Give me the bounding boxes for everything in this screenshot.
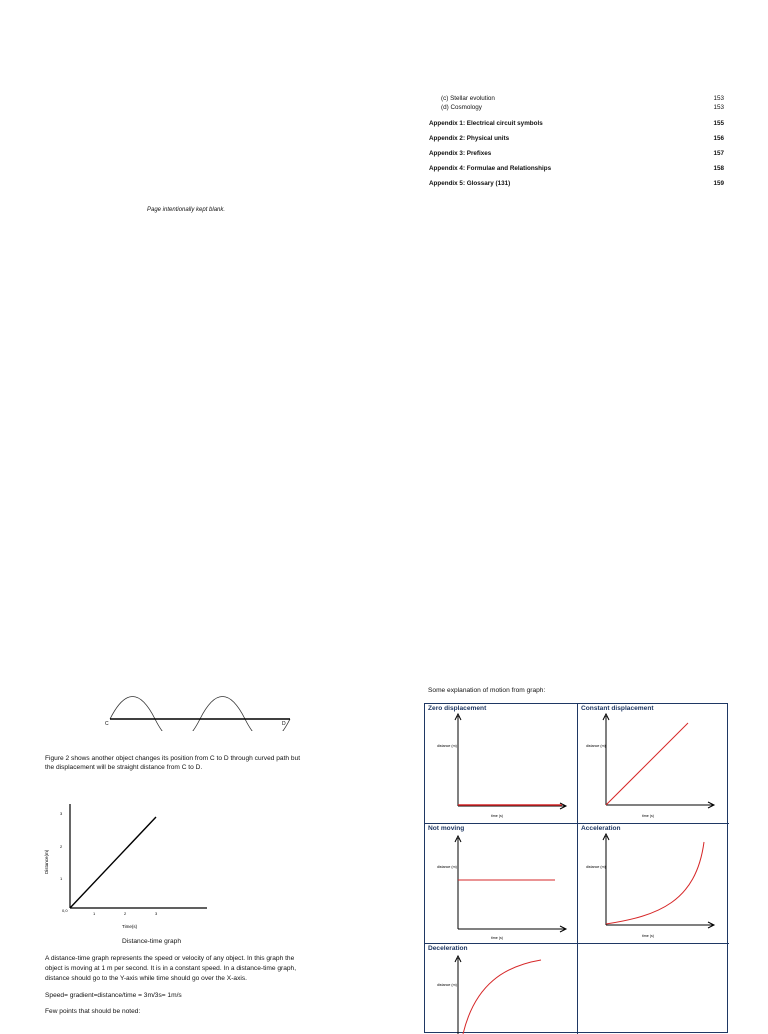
toc-row-label: Appendix 1: Electrical circuit symbols xyxy=(429,120,543,127)
body-text-line-3: distance should go to the Y-axis while time should go over the X-axis. xyxy=(45,975,247,982)
dt-ytick: 1 xyxy=(60,876,63,881)
toc-row xyxy=(429,150,724,158)
wave-label-c: C xyxy=(105,721,109,727)
dt-xtick: 1 xyxy=(93,911,96,916)
panel-xlabel: time (s) xyxy=(491,936,503,940)
body-text-line-2: object is moving at 1 m per second. It is in a constant speed. In a distance-time graph, xyxy=(45,965,297,972)
wave-path-figure xyxy=(95,695,305,731)
panel-constant-displacement xyxy=(578,704,729,824)
toc-row-label: Appendix 3: Prefixes xyxy=(429,150,492,157)
panel-ylabel: distance (m) xyxy=(586,744,606,748)
toc-row xyxy=(429,135,724,143)
dt-xtick: 2 xyxy=(124,911,127,916)
toc-row-label: (d) Cosmology xyxy=(441,104,482,111)
constant-displacement-graph xyxy=(578,704,729,824)
panel-ylabel: distance (m) xyxy=(437,865,457,869)
body-text-line-1: A distance-time graph represents the speed or velocity of any object. In this graph the xyxy=(45,955,295,962)
panel-title: Constant displacement xyxy=(581,705,654,712)
dt-ytick: 2 xyxy=(60,844,63,849)
toc-row-page: 157 xyxy=(713,150,724,157)
curved-path xyxy=(110,697,290,732)
toc-row-page: 155 xyxy=(713,120,724,127)
zero-displacement-graph xyxy=(425,704,578,824)
panel-deceleration xyxy=(425,944,578,1034)
distance-time-line xyxy=(70,817,156,908)
toc-row xyxy=(429,104,724,112)
speed-formula: Speed= gradient=distance/time = 3m/3s= 1m/s xyxy=(45,992,182,999)
deceleration-curve xyxy=(463,960,541,1034)
few-points-note: Few points that should be noted: xyxy=(45,1008,141,1015)
not-moving-graph xyxy=(425,824,578,944)
blank-page-note: Page intentionally kept blank. xyxy=(147,207,226,213)
toc-row xyxy=(429,180,724,188)
toc-row-label: (c) Stellar evolution xyxy=(441,95,495,102)
figure2-text-line-1: Figure 2 shows another object changes its position from C to D through curved path but xyxy=(45,755,301,762)
panel-empty xyxy=(578,944,729,1034)
panel-ylabel: distance (m) xyxy=(437,983,457,987)
dt-xtick: 3 xyxy=(155,911,158,916)
panel-title: Not moving xyxy=(428,825,465,832)
panel-zero-displacement xyxy=(425,704,578,824)
wave-label-d: D xyxy=(282,721,286,727)
figure2-text-line-2: the displacement will be straight distance from C to D. xyxy=(45,764,203,771)
panel-title: Zero displacement xyxy=(428,705,487,712)
toc-row-page: 158 xyxy=(713,165,724,172)
acceleration-graph xyxy=(578,824,729,944)
toc-row xyxy=(429,95,724,103)
motion-heading: Some explanation of motion from graph: xyxy=(428,687,546,694)
panel-xlabel: time (s) xyxy=(642,814,654,818)
toc-row-page: 153 xyxy=(713,104,724,111)
distance-time-graph xyxy=(42,798,212,938)
dt-ytick: 3 xyxy=(60,811,63,816)
panel-xlabel: time (s) xyxy=(491,814,503,818)
constant-displacement-curve xyxy=(606,723,688,805)
panel-xlabel: time (s) xyxy=(642,934,654,938)
panel-ylabel: distance (m) xyxy=(437,744,457,748)
toc-row xyxy=(429,165,724,173)
toc-row-page: 156 xyxy=(713,135,724,142)
toc-row-label: Appendix 5: Glossary (131) xyxy=(429,180,511,187)
toc-row xyxy=(429,120,724,128)
motion-graphs-grid xyxy=(424,703,728,1033)
dt-xlabel: Time(s) xyxy=(122,924,138,929)
deceleration-graph xyxy=(425,944,578,1034)
dt-ylabel: Distance(m) xyxy=(44,849,49,874)
panel-not-moving xyxy=(425,824,578,944)
panel-acceleration xyxy=(578,824,729,944)
toc-row-label: Appendix 2: Physical units xyxy=(429,135,510,142)
toc-row-page: 159 xyxy=(713,180,724,187)
toc-row-label: Appendix 4: Formulae and Relationships xyxy=(429,165,552,172)
dt-graph-caption: Distance-time graph xyxy=(122,938,182,945)
toc-row-page: 153 xyxy=(713,95,724,102)
panel-ylabel: distance (m) xyxy=(586,865,606,869)
panel-title: Deceleration xyxy=(428,945,468,952)
dt-origin-label: 0,0 xyxy=(62,908,68,913)
acceleration-curve xyxy=(606,842,704,924)
panel-title: Acceleration xyxy=(581,825,621,832)
